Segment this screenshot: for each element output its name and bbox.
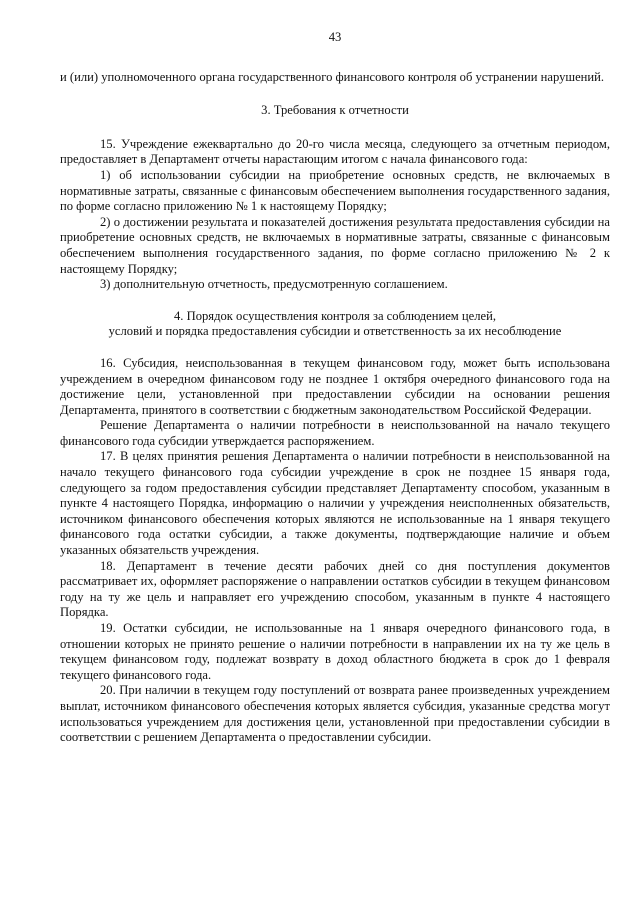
paragraph-19: 19. Остатки субсидии, не использованные на 1 января очередного финансового года, в отношении которых не принято решение о наличии потребности в направлении их на ту же цель в текущем финансовом году, подлежат возврату в доход областного бюджета в срок до 1 февраля текущего финансового года.	[60, 621, 610, 682]
paragraph-15-item-2: 2) о достижении результата и показателей достижения результата предоставления субсидии на приобретение основных средств, не включаемых в нормативные затраты, связанные с финансовым обеспечением выполнения государственного задания, по форме согласно приложению № 2 к настоящему Порядку;	[60, 214, 610, 276]
section-heading-3: 3. Требования к отчетности	[261, 103, 409, 118]
paragraph-15: 15. Учреждение ежеквартально до 20-го числа месяца, следующего за отчетным периодом, предоставляет в Департамент отчеты нарастающим итогом с начала финансового года:	[60, 136, 610, 167]
section-heading-4-line-2: условий и порядка предоставления субсидии и ответственность за их несоблюдение	[108, 324, 562, 339]
paragraph-continuation: и (или) уполномоченного органа государственного финансового контроля об устранении нарушений.	[60, 69, 605, 84]
paragraph-15-item-3: 3) дополнительную отчетность, предусмотренную соглашением.	[100, 277, 448, 292]
section-heading-4-line-1: 4. Порядок осуществления контроля за соблюдением целей,	[174, 308, 496, 323]
section-heading-4	[60, 309, 610, 340]
paragraph-20: 20. При наличии в текущем году поступлений от возврата ранее произведенных учреждением выплат, источником финансового обеспечения которых является субсидия, указанные средства могут использоваться учреждением для достижения цели, установленной при предоставлении субсидии в соответствии с решением Департамента о предоставлении субсидии.	[60, 683, 610, 745]
paragraph-16-decision: Решение Департамента о наличии потребности в неиспользованной на начало текущего финансового года субсидии утверждается распоряжением.	[60, 418, 610, 448]
paragraph-18: 18. Департамент в течение десяти рабочих дней со дня поступления документов рассматривает их, оформляет распоряжение о направлении остатков субсидии в текущем финансовом году на ту же цель и направляет его учреждению способом, указанным в пункте 4 настоящего Порядка.	[60, 558, 610, 620]
page-number: 43	[328, 30, 342, 44]
paragraph-17: 17. В целях принятия решения Департамента о наличии потребности в неиспользованной на начало текущего финансового года субсидии учреждение в срок не позднее 15 января года, следующего за годом предоставления субсидии представляет Департаменту способом, указанным в пункте 4 настоящего Порядка, информацию о наличии у учреждения неисполненных обязательств, источником финансового обеспечения которых являются не использованные на 1 января текущего финансового года остатки субсидии, а также документы, подтверждающие наличие и объем указанных обязательств учреждения.	[60, 449, 610, 558]
paragraph-15-item-1: 1) об использовании субсидии на приобретение основных средств, не включаемых в нормативные затраты, связанные с финансовым обеспечением выполнения государственного задания, по форме согласно приложению № 1 к настоящему Порядку;	[60, 167, 610, 214]
paragraph-16: 16. Субсидия, неиспользованная в текущем финансовом году, может быть использована учреждением в очередном финансовом году не позднее 1 октября очередного финансового года на достижение цели, установленной при предоставлении субсидии на основании решения Департамента, принятого в соответствии с бюджетным законодательством Российской Федерации.	[60, 355, 610, 417]
